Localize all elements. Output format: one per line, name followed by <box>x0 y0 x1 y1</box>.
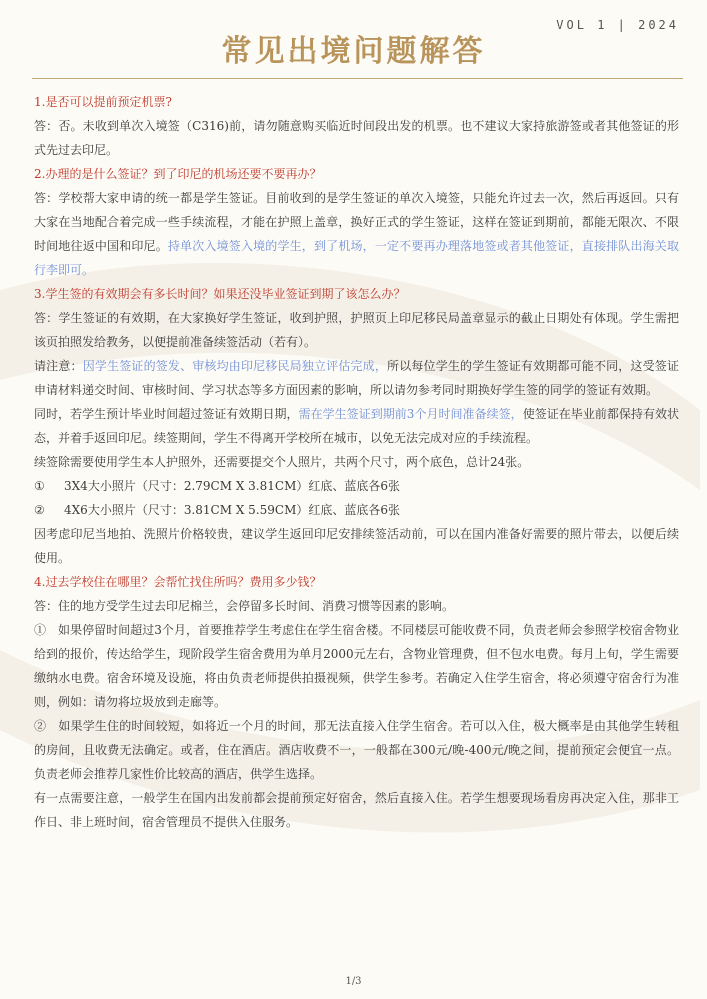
photo-item-2 <box>34 498 679 522</box>
question-4: 4.过去学校住在哪里？会帮忙找住所吗？费用多少钱？ <box>34 575 322 589</box>
photo-item-2-number: ② <box>34 503 45 517</box>
renewal-text-a: 同时，若学生预计毕业时间超过签证有效期日期， <box>34 407 299 421</box>
renewal-highlight: 需在学生签证到期前3个月时间准备续签， <box>298 407 523 421</box>
photo-item-2-text: 4X6大小照片（尺寸：3.81CM X 5.59CM）红底、蓝底各6张 <box>64 503 400 517</box>
notice-highlight: 因学生签证的签发、审核均由印尼移民局独立评估完成， <box>82 359 388 373</box>
photo-item-1-text: 3X4大小照片（尺寸：2.79CM X 3.81CM）红底、蓝底各6张 <box>64 479 400 493</box>
notice-text: 所以每位学生的学生签证有效期都可能不同，这受签证申请材料递交时间、审核时间、学习状态等多方面因素的影响，所以请勿参考同时期换好学生签的同学的签证有效期。 <box>34 359 679 397</box>
notice-label: 请注意： <box>34 359 83 373</box>
faq-content <box>34 90 679 834</box>
answer-2-text: 答：学校帮大家申请的统一都是学生签证。目前收到的是学生签证的单次入境签，只能允许过去一次，然后再返回。只有大家在当地配合着完成一些手续流程，才能在护照上盖章，换好正式的学生签证，这样在签证到期前，都能无限次、不限时间地往返中国和印尼。 <box>34 191 679 253</box>
answer-3-paragraph-5: 因考虑印尼当地拍、洗照片价格较贵，建议学生返回印尼安排续签活动前，可以在国内准备好需要的照片带去，以便后续使用。 <box>34 527 679 565</box>
photo-item-1 <box>34 474 679 498</box>
answer-2-highlight: 持单次入境签入境的学生，到了机场，一定不要再办理落地签或者其他签证，直接排队出海关取行李即可。 <box>34 239 679 277</box>
page-number: 1/3 <box>345 976 362 987</box>
answer-2 <box>34 186 679 282</box>
answer-1: 答：否。未收到单次入境签（C316)前，请勿随意购买临近时间段出发的机票。也不建议大家持旅游签或者其他签证的形式先过去印尼。 <box>34 119 679 157</box>
answer-3-paragraph-4: 续签除需要使用学生本人护照外，还需要提交个人照片，共两个尺寸，两个底色，总计24张。 <box>34 455 530 469</box>
title-divider <box>32 78 683 79</box>
page-title: 常见出境问题解答 <box>221 34 486 69</box>
volume-label: VOL 1 | 2024 <box>556 18 679 32</box>
question-3: 3.学生签的有效期会有多长时间？如果还没毕业签证到期了该怎么办？ <box>34 287 406 301</box>
answer-3-paragraph-2 <box>34 354 679 402</box>
answer-4-paragraph-1: 答：住的地方受学生过去印尼棉兰，会停留多长时间、消费习惯等因素的影响。 <box>34 599 455 613</box>
answer-4-paragraph-4: 有一点需要注意，一般学生在国内出发前都会提前预定好宿舍，然后直接入住。若学生想要现场看房再决定入住，那非工作日、非上班时间，宿舍管理员不提供入住服务。 <box>34 791 679 829</box>
answer-4-paragraph-3: ② 如果学生住的时间较短，如将近一个月的时间，那无法直接入住学生宿舍。若可以入住，极大概率是由其他学生转租的房间，且收费无法确定。或者，住在酒店。酒店收费不一，一般都在300元/晚-400元/晚之间，提前预定会便宜一点。负责老师会推荐几家性价比较高的酒店，供学生选择。 <box>34 719 679 781</box>
answer-4-paragraph-2: ① 如果停留时间超过3个月，首要推荐学生考虑住在学生宿舍楼。不同楼层可能收费不同，负责老师会参照学校宿舍物业给到的报价，传达给学生，现阶段学生宿舍费用为单月2000元左右，含物业管理费，但不包水电费。每月上旬，学生需要缴纳水电费。宿舍环境及设施，将由负责老师提供拍摄视频，供学生参考。若确定入住学生宿舍，将必须遵守宿舍行为准则，例如：请勿将垃圾放到走廊等。 <box>34 623 679 709</box>
answer-3-paragraph-3 <box>34 402 679 450</box>
photo-item-1-number: ① <box>34 479 45 493</box>
question-1: 1.是否可以提前预定机票? <box>34 95 172 109</box>
renewal-text-b: 使签证在毕业前都保持有效状态，并着手返回印尼。续签期间，学生不得离开学校所在城市，以免无法完成对应的手续流程。 <box>34 407 679 445</box>
question-2: 2.办理的是什么签证？到了印尼的机场还要不要再办？ <box>34 167 322 181</box>
answer-3-paragraph-1: 答：学生签证的有效期，在大家换好学生签证，收到护照，护照页上印尼移民局盖章显示的截止日期处有体现。学生需把该页拍照发给教务，以便提前准备续签活动（若有）。 <box>34 311 679 349</box>
